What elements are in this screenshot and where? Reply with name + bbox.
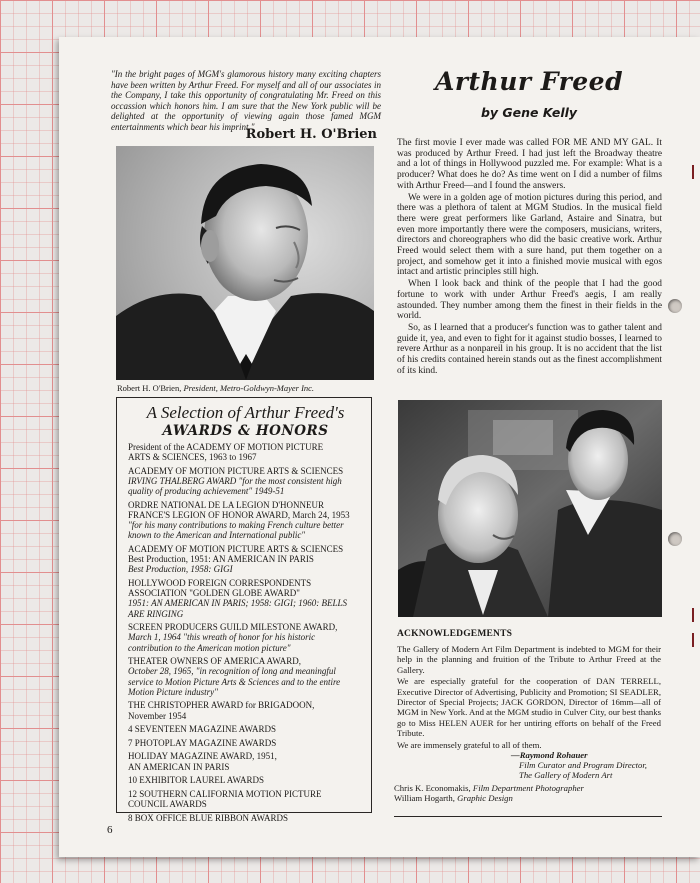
award-detail: "for his many contributions to making French culture better known to the American and International public"	[128, 520, 344, 541]
award-heading: THE CHRISTOPHER AWARD for BRIGADOON,	[128, 700, 315, 711]
award-detail: ARTS & SCIENCES, 1963 to 1967	[128, 452, 257, 463]
signature-name: —Raymond Rohauer	[511, 750, 588, 760]
award-item	[128, 578, 363, 619]
article-paragraph: When I look back and think of the people that I had the good fortune to work with under Arthur Freed's aegis, I am really astounded. They number among them the finest in their fields in the world.	[397, 279, 662, 322]
award-item	[128, 700, 363, 720]
award-detail: Best Production, 1951: AN AMERICAN IN PARIS	[128, 554, 314, 565]
award-detail: Best Production, 1958: GIGI	[128, 564, 233, 575]
award-item	[128, 724, 363, 734]
award-detail: 1951: AN AMERICAN IN PARIS; 1958: GIGI; 1960: BELLS ARE RINGING	[128, 598, 347, 619]
red-tab-mark	[692, 633, 694, 647]
award-detail: COUNCIL AWARDS	[128, 798, 207, 809]
article-paragraph: So, as I learned that a producer's function was to gather talent and guide it, yea, and even to fight for it against studio bosses, I learned to revere Arthur as a nonpareil in his group. It is no accident that the list of his credits contained herein stands out as the finest accomplishment of its kind.	[397, 322, 662, 376]
article-paragraph: The first movie I ever made was called FOR ME AND MY GAL. It was produced by Arthur Freed. I had just left the Broadway theatre and a lot of things in Hollywood puzzled me. For example: What is a producer? What does he do? As time went on I did a number of films with Arthur Freed—and I found the answers.	[397, 138, 662, 191]
awards-title: A Selection of Arthur Freed's	[146, 403, 345, 422]
award-item	[128, 775, 363, 785]
ack-paragraph: We are especially grateful for the cooperation of DAN TERRELL, Executive Director of Advertising, Publicity and Promotion; SI SEADLER, Director of Special Projects; JACK GORDON, Director of 16mm—all of MGM in New York. And at the MGM studio in Culver City, our best thanks go to Miss HELEN AUER for her untiring efforts on behalf of the Freed Tribute.	[397, 676, 661, 738]
caption-title: President, Metro-Goldwyn-Mayer Inc.	[183, 383, 315, 393]
obrien-portrait-photo	[116, 146, 374, 380]
award-item	[128, 442, 363, 462]
award-detail: October 28, 1965, "in recognition of long and meaningful service to Motion Picture Arts & Sciences and to the entire Motion Picture industry"	[128, 666, 341, 697]
award-item	[128, 656, 363, 697]
award-detail: contribution to the American motion picture"	[128, 642, 291, 653]
award-item	[128, 544, 363, 575]
award-heading: 4 SEVENTEEN MAGAZINE AWARDS	[128, 724, 277, 735]
award-detail: November 1954	[128, 710, 187, 721]
red-tab-mark	[692, 608, 694, 622]
article-byline: by Gene Kelly	[480, 105, 578, 120]
magazine-page	[59, 37, 700, 857]
credits	[394, 783, 664, 803]
divider-rule	[394, 816, 662, 817]
freed-kelly-photo	[398, 400, 662, 617]
award-item	[128, 466, 363, 497]
article-paragraph: We were in a golden age of motion pictures during this period, and there was a plethora of talent at MGM Studios. In the musical field there were great performers like Garland, Astaire and Sinatra, but even more importantly there were the composers, musicians, writers, directors and choreographers who did the basic creative work. Arthur Freed would select them with a sure hand, put them together on a project, and somehow get it into a finished movie musical with egos intact and artistic principles still high.	[397, 192, 662, 278]
awards-subtitle: AWARDS & HONORS	[162, 423, 329, 439]
award-detail: AN AMERICAN IN PARIS	[128, 761, 230, 772]
award-heading: 12 SOUTHERN CALIFORNIA MOTION PICTURE	[128, 788, 322, 799]
award-heading: HOLIDAY MAGAZINE AWARD, 1951,	[128, 751, 277, 762]
signature-org: The Gallery of Modern Art	[519, 770, 613, 780]
credit-role: Film Department Photographer	[472, 783, 584, 793]
award-heading: 8 BOX OFFICE BLUE RIBBON AWARDS	[128, 812, 289, 823]
award-heading: ORDRE NATIONAL DE LA LEGION D'HONNEUR	[128, 499, 325, 510]
credit-line	[394, 783, 664, 793]
award-heading: ACADEMY OF MOTION PICTURE ARTS & SCIENCES	[128, 544, 344, 554]
ack-paragraph: The Gallery of Modern Art Film Department is indebted to MGM for their help in the planning and fruition of the Tribute to Arthur Freed at the Gallery.	[397, 644, 661, 675]
award-heading: 7 PHOTOPLAY MAGAZINE AWARDS	[128, 737, 277, 748]
award-item	[128, 738, 363, 748]
article-body	[397, 138, 662, 377]
binder-hole	[668, 532, 682, 546]
award-heading: THEATER OWNERS OF AMERICA AWARD,	[128, 656, 302, 667]
credit-name: Chris K. Economakis,	[394, 783, 471, 793]
credit-line	[394, 793, 664, 803]
award-detail: IRVING THALBERG AWARD "for the most consistent high quality of producing achievement" 1949-51	[128, 476, 342, 497]
award-detail: ASSOCIATION "GOLDEN GLOBE AWARD"	[128, 588, 300, 599]
award-item	[128, 500, 363, 541]
award-heading: HOLLYWOOD FOREIGN CORRESPONDENTS	[128, 578, 312, 588]
red-tab-mark	[692, 165, 694, 179]
award-item	[128, 789, 363, 809]
award-item	[128, 813, 363, 823]
binder-hole	[668, 299, 682, 313]
award-item	[128, 622, 363, 653]
ack-paragraph: We are immensely grateful to all of them.	[397, 739, 542, 750]
credit-name: William Hogarth,	[394, 793, 455, 804]
portrait-caption	[117, 383, 417, 393]
award-detail: March 1, 1964 "this wreath of honor for his historic	[128, 632, 316, 643]
signature-title: Film Curator and Program Director,	[519, 760, 647, 770]
award-heading: 10 EXHIBITOR LAUREL AWARDS	[128, 775, 265, 786]
caption-name: Robert H. O'Brien,	[117, 383, 182, 393]
acknowledgements-heading: ACKNOWLEDGEMENTS	[397, 629, 513, 639]
quote-signature: Robert H. O'Brien	[245, 127, 377, 142]
award-heading: SCREEN PRODUCERS GUILD MILESTONE AWARD,	[128, 622, 338, 633]
page-number: 6	[107, 824, 113, 836]
awards-box	[116, 397, 372, 823]
award-heading: ACADEMY OF MOTION PICTURE ARTS & SCIENCES	[128, 465, 344, 476]
article-title: Arthur Freed	[434, 67, 624, 96]
credit-role: Graphic Design	[457, 793, 513, 804]
obrien-quote: "In the bright pages of MGM's glamorous history many exciting chapters have been written by Arthur Freed. For myself and all of our associates in the Company, I take this opportunity of congratulating Mr. Freed on this occassion which honors him. I am sure that the New York public will be delighted at the opportunity of viewing again those famed MGM entertainments which bear his imprint."	[111, 69, 381, 132]
awards-list	[128, 442, 363, 823]
award-heading: President of the ACADEMY OF MOTION PICTURE	[128, 442, 324, 452]
acknowledgements-body	[397, 644, 661, 751]
award-detail: FRANCE'S LEGION OF HONOR AWARD, March 24, 1953	[128, 510, 350, 520]
award-item	[128, 751, 363, 771]
ack-signature	[479, 750, 661, 780]
